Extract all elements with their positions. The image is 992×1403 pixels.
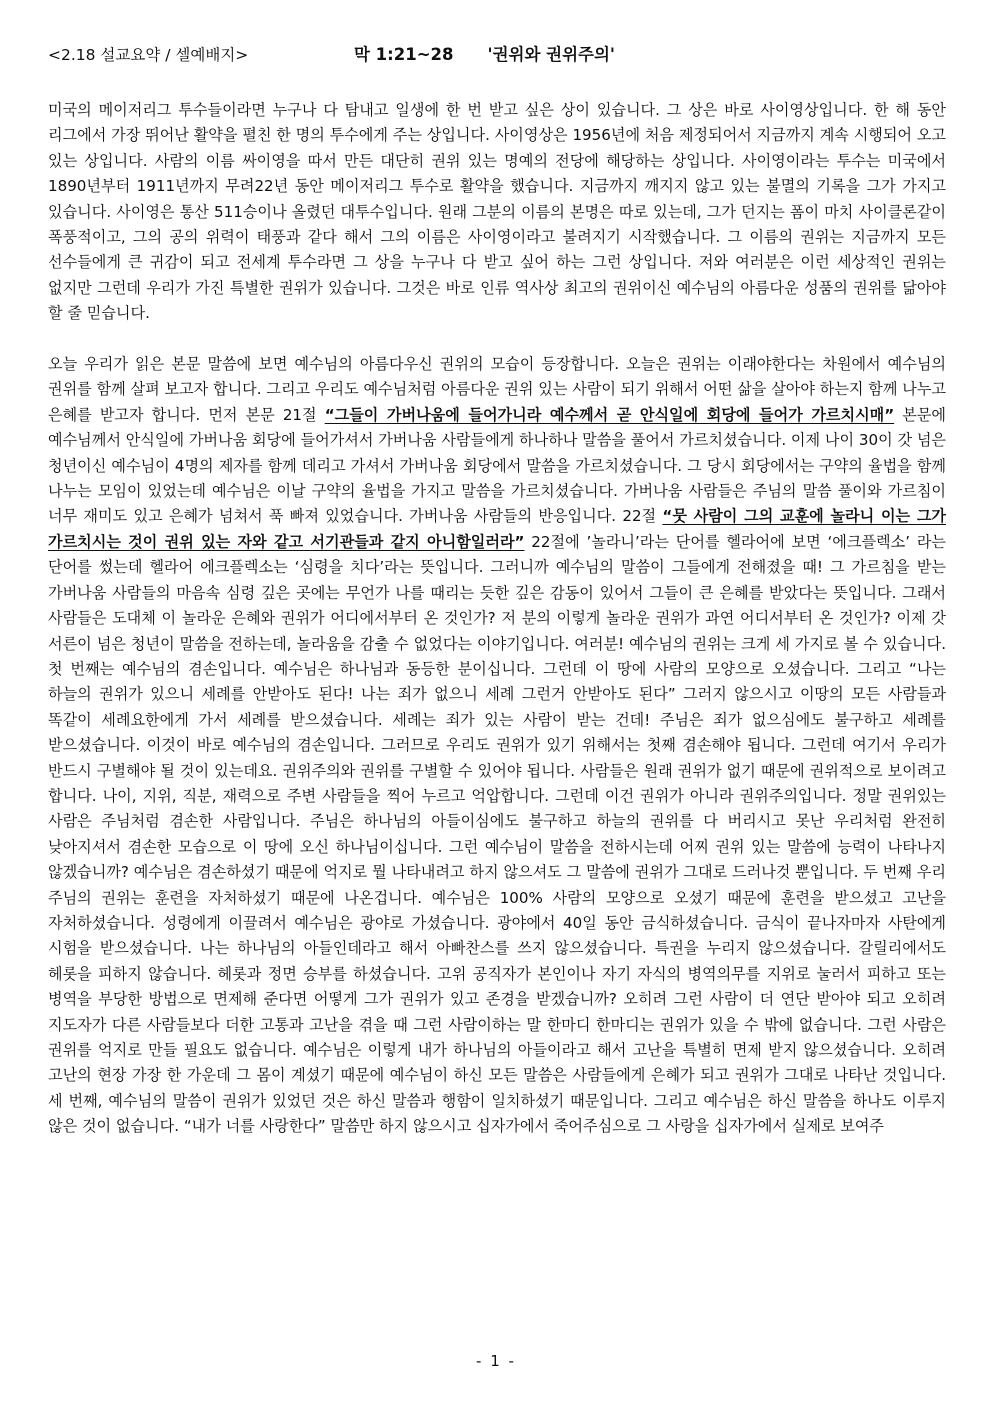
scripture-reference: 막 1:21~28 [354,45,454,64]
bulletin-label: <2.18 설교요약 / 셀예배지> [48,46,249,64]
sermon-body [48,98,946,1140]
document-header [48,40,946,70]
paragraph-main-text-2: 본문에 예수님께서 안식일에 가버나움 회당에 들어가셔서 가버나움 사람들에게 하나하나 말씀을 풀어서 가르치셨습니다. 이제 나이 30이 갓 넘은 청년이신 예수님이 4명의 제자를 함께 데리고 가셔서 가버나움 회당에서 말씀을 가르치셨습니다. 그 당시 회당에서는 구약의 율법을 함께 나누는 모임이 있었는데 예수님은 이날 구약의 율법을 가지고 말씀을 가르치셨습니다. 가버나움 사람들은 주님의 말씀 풀이와 가르침이 너무 재미도 있고 은혜가 넘쳐서 푹 빠져 있었습니다. 가버나움 사람들의 반응입니다. 22절 [48,405,946,526]
scripture-quote-verse-22: “뭇 사람이 그의 교훈에 놀라니 이는 그가 가르치시는 것이 권위 있는 자와 같고 서기관들과 같지 아니함일러라” [48,507,946,551]
paragraph-intro: 미국의 메이저리그 투수들이라면 누구나 다 탐내고 일생에 한 번 받고 싶은 상이 있습니다. 그 상은 바로 사이영상입니다. 한 해 동안 리그에서 가장 뛰어난 활약을 펼친 한 명의 투수에게 주는 상입니다. 사이영상은 1956년에 처음 제정되어서 지금까지 계속 시행되어 오고 있는 상입니다. 사람의 이름 싸이영을 따서 만든 대단히 권위 있는 명예의 전당에 해당하는 상입니다. 사이영이라는 투수는 미국에서 1890년부터 1911년까지 무려22년 동안 메이저리그 투수로 활약을 했습니다. 지금까지 깨지지 않고 있는 불멸의 기록을 그가 가지고 있습니다. 사이영은 통산 511승이나 올렸던 대투수입니다. 원래 그분의 이름의 본명은 따로 있는데, 그가 던지는 폼이 마치 사이클론같이 폭풍적이고, 그의 공의 위력이 태풍과 같다 해서 그의 이름은 사이영이라고 불려지기 시작했습니다. 그 이름의 권위는 지금까지 모든 선수들에게 큰 귀감이 되고 전세계 투수라면 그 상을 누구나 다 받고 싶어 하는 그런 상입니다. 저와 여러분은 이런 세상적인 권위는 없지만 그런데 우리가 가진 특별한 권위가 있습니다. 그것은 바로 인류 역사상 최고의 권위이신 예수님의 아름다운 성품의 권위를 닮아야 할 줄 믿습니다. [48,101,946,323]
sermon-title [354,40,615,70]
sermon-theme: '권위와 권위주의' [487,45,615,64]
page-number: - 1 - [476,1352,516,1370]
paragraph-main-text-1: 오늘 우리가 읽은 본문 말씀에 보면 예수님의 아름다우신 권위의 모습이 등장합니다. 오늘은 권위는 이래야한다는 차원에서 예수님의 권위를 함께 살펴 보고자 합니다. 그리고 우리도 예수님처럼 아름다운 권위 있는 사람이 되기 위해서 어떤 삶을 살아야 하는지 함께 나누고 은혜를 받고자 합니다. 먼저 본문 21절 [48,355,946,424]
paragraph-main-text-3: 22절에 ’놀라니’라는 단어를 헬라어에 보면 ‘에크플렉소’ 라는 단어를 썼는데 헬라어 에크플렉소는 ‘심령을 치다’라는 뜻입니다. 그러니까 예수님의 말씀이 그들에게 전해졌을 때! 그 가르침을 받는 가버나움 사람들의 마음속 심령 깊은 곳에는 무언가 나를 때리는 듯한 깊은 감동이 있어서 그들이 큰 은혜를 받았다는 뜻입니다. 그래서 사람들은 도대체 이 놀라운 은혜와 권위가 어디에서부터 온 것인가? 저 분의 이렇게 놀라운 권위가 과연 어디서부터 온 것인가? 이제 갓 서른이 넘은 청년이 말씀을 전하는데, 놀라움을 감출 수 없었다는 이야기입니다. 여러분! 예수님의 권위는 크게 세 가지로 볼 수 있습니다. 첫 번째는 예수님의 겸손입니다. 예수님은 하나님과 동등한 분이십니다. 그런데 이 땅에 사람의 모양으로 오셨습니다. 그리고 “나는 하늘의 권위가 있으니 세례를 안받아도 된다! 나는 죄가 없으니 세례 그런거 안받아도 된다” 그러지 않으시고 이땅의 모든 사람들과 똑같이 세례요한에게 가서 세례를 받으셨습니다. 세례는 죄가 있는 사람이 받는 건데! 주님은 죄가 없으심에도 불구하고 세례를 받으셨습니다. 이것이 바로 예수님의 겸손입니다. 그러므로 우리도 권위가 있기 위해서는 첫째 겸손해야 됩니다. 그런데 여기서 우리가 반드시 구별해야 될 것이 있는데요. 권위주의와 권위를 구별할 수 있어야 됩니다. 사람들은 원래 권위가 없기 때문에 권위적으로 보이려고 합니다. 나이, 지위, 직분, 재력으로 주변 사람들을 찍어 누르고 억압합니다. 그런데 이건 권위가 아니라 권위주의입니다. 정말 권위있는 사람은 주님처럼 겸손한 사람입니다. 주님은 하나님의 아들이심에도 불구하고 하늘의 권위를 다 버리시고 못난 우리처럼 완전히 낮아지셔서 겸손한 모습으로 이 땅에 오신 하나님이십니다. 그런 예수님이 말씀을 전하시는데 어찌 권위 있는 말씀에 능력이 나타나지 않겠습니까? 예수님은 겸손하셨기 때문에 억지로 뭘 나타내려고 하지 않으셔도 그 말씀에 권위가 그대로 드러나것 뿐입니다. 두 번째 우리 주님의 권위는 훈련을 자처하셨기 때문에 나온겁니다. 예수님은 100% 사람의 모양으로 오셨기 때문에 훈련을 받으셨고 고난을 자처하셨습니다. 성령에게 이끌려서 예수님은 광야로 가셨습니다. 광야에서 40일 동안 금식하셨습니다. 금식이 끝나자마자 사탄에게 시험을 받으셨습니다. 나는 하나님의 아들인데라고 해서 아빠찬스를 쓰지 않으셨습니다. 특권을 누리지 않으셨습니다. 갈릴리에서도 헤롯을 피하지 않습니다. 헤롯과 정면 승부를 하셨습니다. 고위 공직자가 본인이나 자기 자식의 병역의무를 지위로 눌러서 피하고 또는 병역을 부당한 방법으로 면제해 준다면 어떻게 그가 권위가 있고 존경을 받겠습니까? 오히려 그런 사람이 더 연단 받아야 되고 오히려 지도자가 다른 사람들보다 더한 고통과 고난을 겪을 때 그런 사람이하는 말 한마디 한마디는 권위가 있을 수 밖에 없습니다. 그런 사람은 권위를 억지로 만들 필요도 없습니다. 예수님은 이렇게 내가 하나님의 아들이라고 해서 고난을 특별히 면제 받지 않으셨습니다. 오히려 고난의 현장 가장 한 가운데 그 몸이 계셨기 때문에 예수님이 하신 모든 말씀은 사람들에게 은혜가 되고 권위가 그대로 나타난 것입니다. 세 번째, 예수님의 말씀이 권위가 있었던 것은 하신 말씀과 행함이 일치하셨기 때문입니다. 그리고 예수님은 하신 말씀을 하나도 이루지 않은 것이 없습니다. “내가 너를 사랑한다” 말씀만 하지 않으시고 십자가에서 죽어주심으로 그 사랑을 십자가에서 실제로 보여주 [48,532,946,1136]
document-page [48,40,946,1140]
paragraph-main [48,352,946,1140]
scripture-quote-verse-21: “그들이 가버나움에 들어가니라 예수께서 곧 안식일에 회당에 들어가 가르치시매” [324,405,895,424]
